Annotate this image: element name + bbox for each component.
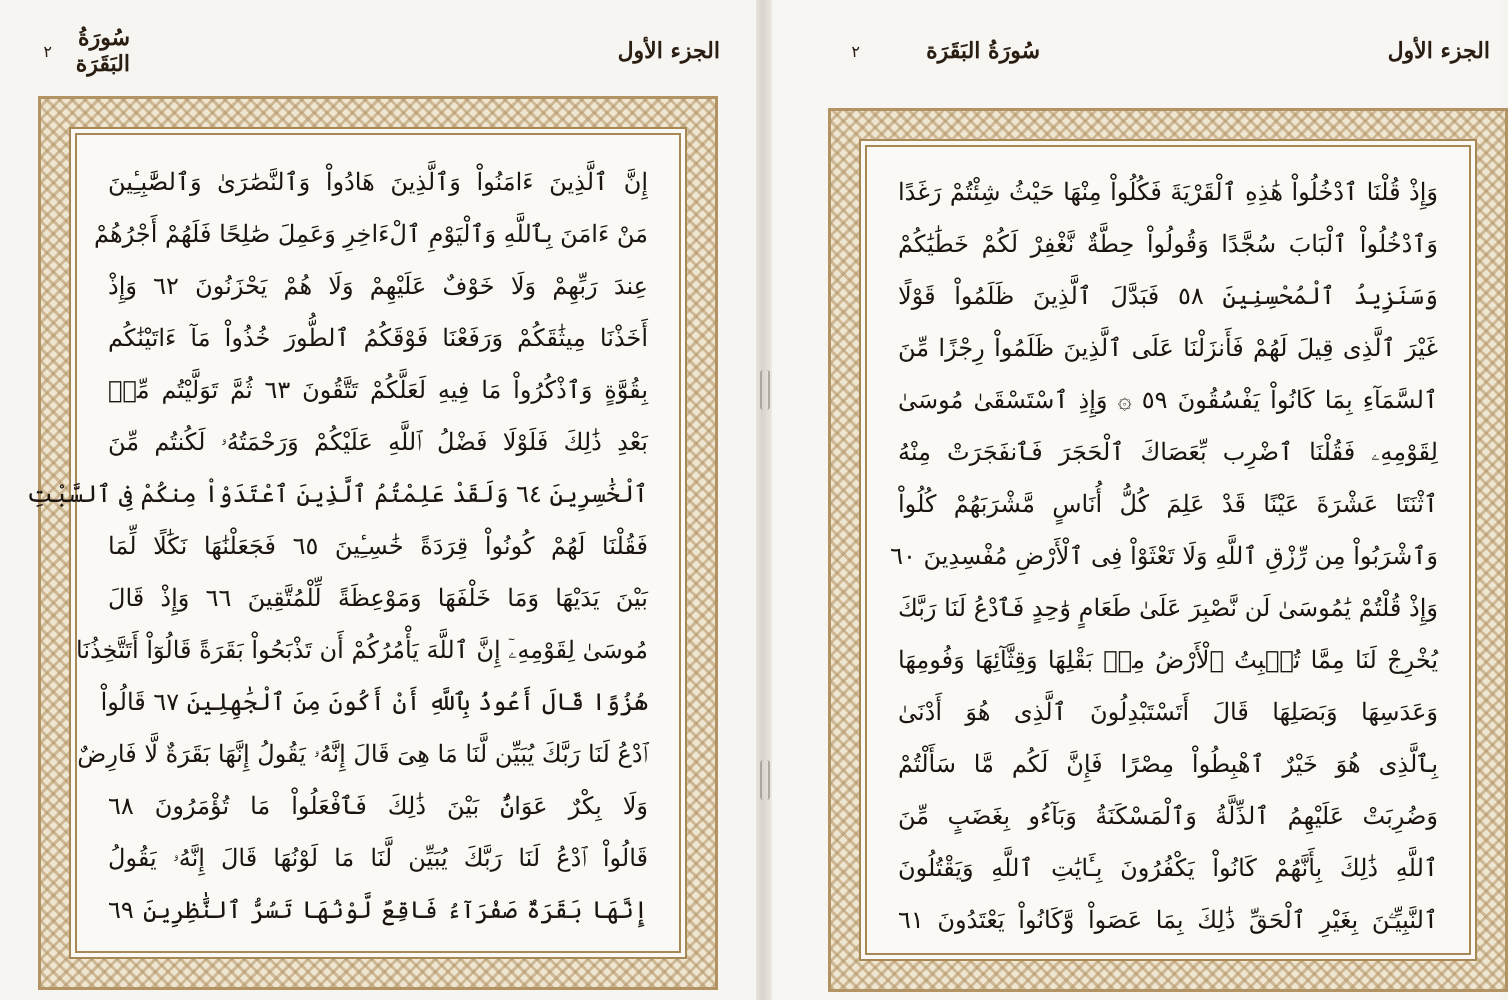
verse-line: فَقُلْنَا لَهُمْ كُونُواْ قِرَدَةً خَٰسِـِٔينَ ٦٥ فَجَعَلْنَٰهَا نَكَٰلًا لِّمَا xyxy=(108,532,648,560)
book-spine xyxy=(756,0,772,1000)
verse-line: قَالُواْ ٱدْعُ لَنَا رَبَّكَ يُبَيِّن لَّنَا مَا لَوْنُهَا قَالَ إِنَّهُۥ يَقُولُ xyxy=(108,844,648,872)
verse-line: وَعَدَسِهَا وَبَصَلِهَا قَالَ أَتَسْتَبْدِلُونَ ٱلَّذِى هُوَ أَدْنَىٰ xyxy=(898,698,1438,726)
verse-line: ٱلْخَٰسِرِينَ ٦٤ وَلَقَدْ عَلِمْتُمُ ٱلَّذِينَ ٱعْتَدَوْاْ مِنكُمْ فِى ٱلسَّبْتِ xyxy=(26,480,648,508)
verse-line: وَلَا بِكْرٌ عَوَانٌۢ بَيْنَ ذَٰلِكَ فَٱفْعَلُواْ مَا تُؤْمَرُونَ ٦٨ xyxy=(108,792,648,820)
surah-name: سُورَةُ البَقَرَة xyxy=(926,38,1040,64)
verse-line: بَيْنَ يَدَيْهَا وَمَا خَلْفَهَا وَمَوْعِظَةً لِّلْمُتَّقِينَ ٦٦ وَإِذْ قَالَ xyxy=(108,584,648,612)
verse-line: بِٱلَّذِى هُوَ خَيْرٌ ٱهْبِطُواْ مِصْرًا فَإِنَّ لَكُم مَّا سَأَلْتُمْ xyxy=(898,750,1438,778)
verse-line: وَضُرِبَتْ عَلَيْهِمُ ٱلذِّلَّةُ وَٱلْمَسْكَنَةُ وَبَآءُو بِغَضَبٍ مِّنَ xyxy=(898,802,1438,830)
verse-line: إِنَّهَا بَقَرَةٌ صَفْرَآءُ فَاقِعٌ لَّوْنُهَا تَسُرُّ ٱلنَّٰظِرِينَ ٦٩ xyxy=(108,896,648,924)
verse-line: بَعْدِ ذَٰلِكَ فَلَوْلَا فَضْلُ ٱللَّهِ عَلَيْكُمْ وَرَحْمَتُهُۥ لَكُنتُم مِّنَ xyxy=(108,428,648,456)
binding-stitch xyxy=(760,370,770,410)
juz-name: الجزء الأول xyxy=(1387,38,1490,64)
left-page-text xyxy=(26,160,649,960)
verse-line: عِندَ رَبِّهِمْ وَلَا خَوْفٌ عَلَيْهِمْ وَلَا هُمْ يَحْزَنُونَ ٦٢ وَإِذْ xyxy=(108,272,649,300)
right-page-text xyxy=(890,170,1438,970)
verse-line: ٱثْنَتَا عَشْرَةَ عَيْنًا قَدْ عَلِمَ كُلُّ أُنَاسٍ مَّشْرَبَهُمْ كُلُواْ xyxy=(898,490,1438,518)
left-page-header xyxy=(40,25,720,77)
verse-line: ٱللَّهِ ذَٰلِكَ بِأَنَّهُمْ كَانُواْ يَكْفُرُونَ بِـَٔايَٰتِ ٱللَّهِ وَيَقْتُلُونَ xyxy=(898,854,1438,882)
binding-stitch xyxy=(760,760,770,800)
verse-line: بِقُوَّةٍ وَٱذْكُرُواْ مَا فِيهِ لَعَلَّكُمْ تَتَّقُونَ ٦٣ ثُمَّ تَوَلَّيْتُم مِّنۢ xyxy=(108,376,649,404)
verse-line: يُخْرِجْ لَنَا مِمَّا تُنۢبِتُ ٱلْأَرْضُ مِنۢ بَقْلِهَا وَقِثَّآئِهَا وَفُومِهَا xyxy=(898,646,1438,674)
verse-line: ٱلسَّمَآءِ بِمَا كَانُواْ يَفْسُقُونَ ٥٩ ۞ وَإِذِ ٱسْتَسْقَىٰ مُوسَىٰ xyxy=(898,386,1438,414)
surah-number: ٢ xyxy=(851,41,860,61)
verse-line: غَيْرَ ٱلَّذِى قِيلَ لَهُمْ فَأَنزَلْنَا عَلَى ٱلَّذِينَ ظَلَمُواْ رِجْزًا مِّنَ xyxy=(898,334,1438,362)
verse-line: هُزُوًا قَالَ أَعُوذُ بِٱللَّهِ أَنْ أَكُونَ مِنَ ٱلْجَٰهِلِينَ ٦٧ قَالُواْ xyxy=(100,688,648,716)
right-page-header xyxy=(830,34,1490,68)
verse-line: مَنْ ءَامَنَ بِٱللَّهِ وَٱلْيَوْمِ ٱلْءَاخِرِ وَعَمِلَ صَٰلِحًا فَلَهُمْ أَجْرُهُمْ xyxy=(93,220,648,248)
verse-line: وَٱدْخُلُواْ ٱلْبَابَ سُجَّدًا وَقُولُواْ حِطَّةٌ نَّغْفِرْ لَكُمْ خَطَٰيَٰكُمْ xyxy=(898,230,1438,258)
verse-line: وَٱشْرَبُواْ مِن رِّزْقِ ٱللَّهِ وَلَا تَعْثَوْاْ فِى ٱلْأَرْضِ مُفْسِدِينَ ٦٠ xyxy=(890,542,1438,570)
verse-line: وَسَنَزِيدُ ٱلْمُحْسِنِينَ ٥٨ فَبَدَّلَ ٱلَّذِينَ ظَلَمُواْ قَوْلًا xyxy=(898,282,1438,310)
verse-line: لِقَوْمِهِۦ فَقُلْنَا ٱضْرِب بِّعَصَاكَ ٱلْحَجَرَ فَٱنفَجَرَتْ مِنْهُ xyxy=(898,438,1438,466)
verse-line: وَإِذْ قُلْنَا ٱدْخُلُواْ هَٰذِهِ ٱلْقَرْيَةَ فَكُلُواْ مِنْهَا حَيْثُ شِئْتُمْ رَغَدًا xyxy=(898,178,1438,206)
juz-name: الجزء الأول xyxy=(617,38,720,64)
verse-line: ٱدْعُ لَنَا رَبَّكَ يُبَيِّن لَّنَا مَا هِىَ قَالَ إِنَّهُۥ يَقُولُ إِنَّهَا بَقَرَةٌ لَّا فَارِضٌ xyxy=(77,740,648,768)
verse-line: أَخَذْنَا مِيثَٰقَكُمْ وَرَفَعْنَا فَوْقَكُمُ ٱلطُّورَ خُذُواْ مَآ ءَاتَيْنَٰكُم xyxy=(108,324,648,352)
verse-line: إِنَّ ٱلَّذِينَ ءَامَنُواْ وَٱلَّذِينَ هَادُواْ وَٱلنَّصَٰرَىٰ وَٱلصَّٰبِـِٔينَ xyxy=(108,168,648,196)
surah-number: ٢ xyxy=(43,41,52,61)
verse-line: ٱلنَّبِيِّـۧنَ بِغَيْرِ ٱلْحَقِّ ذَٰلِكَ بِمَا عَصَواْ وَّكَانُواْ يَعْتَدُونَ ٦١ xyxy=(898,906,1438,934)
verse-line: وَإِذْ قُلْتُمْ يَٰمُوسَىٰ لَن نَّصْبِرَ عَلَىٰ طَعَامٍ وَٰحِدٍ فَٱدْعُ لَنَا رَبَّكَ xyxy=(898,594,1438,622)
verse-line: مُوسَىٰ لِقَوْمِهِۦٓ إِنَّ ٱللَّهَ يَأْمُرُكُمْ أَن تَذْبَحُواْ بَقَرَةً قَالُوٓاْ أَتَتَّخِذُنَا xyxy=(76,636,648,664)
surah-name: سُورَةُ البَقَرَة xyxy=(75,25,130,77)
